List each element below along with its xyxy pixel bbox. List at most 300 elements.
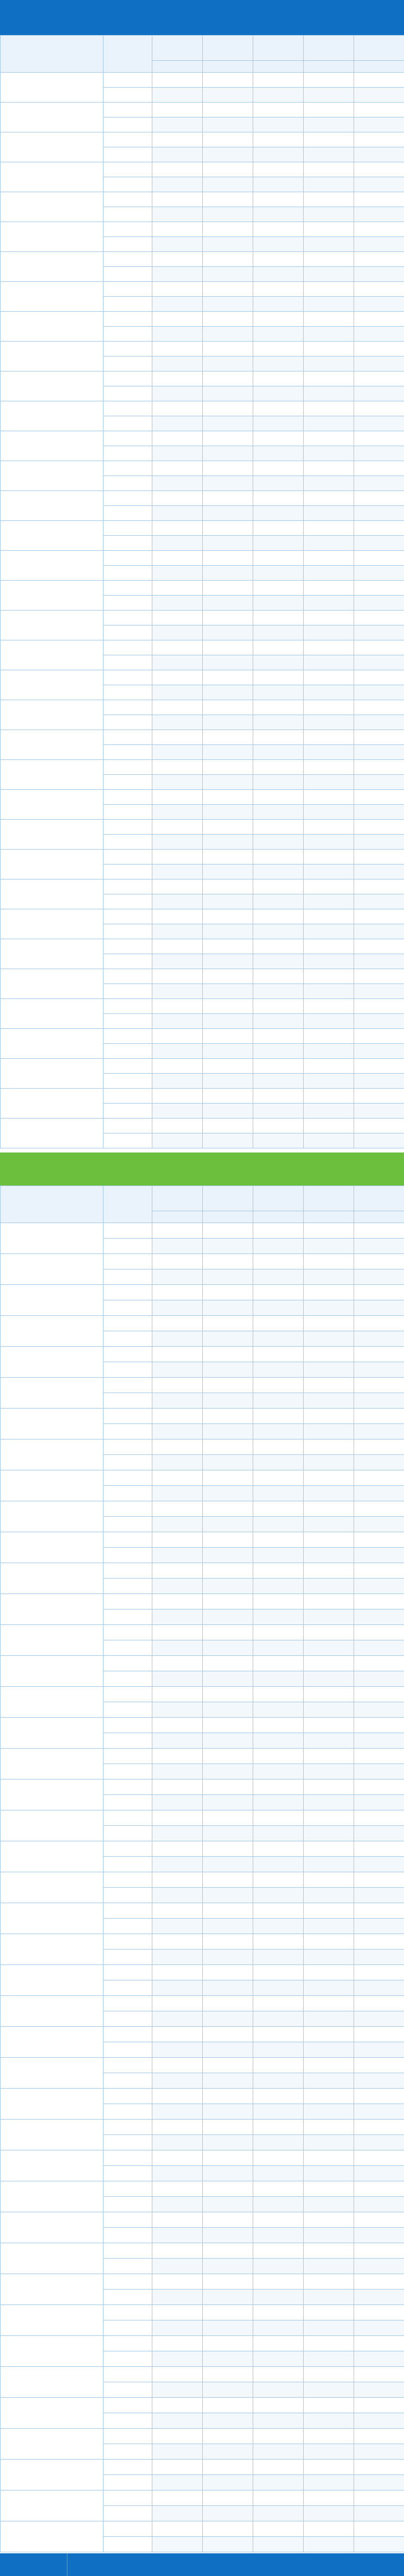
- department-name: [1, 730, 103, 760]
- doctor-cell: [253, 596, 304, 611]
- time-slot-label: [103, 1118, 152, 1133]
- doctor-cell: [253, 1269, 304, 1285]
- doctor-cell: [203, 401, 253, 416]
- time-slot-label: [103, 1517, 152, 1532]
- doctor-cell: [304, 2490, 354, 2506]
- doctor-cell: [152, 909, 203, 924]
- doctor-cell: [203, 655, 253, 670]
- doctor-cell: [203, 1563, 253, 1579]
- time-slot-label: [103, 1439, 152, 1455]
- doctor-cell: [304, 1014, 354, 1029]
- department-name: [1, 192, 103, 222]
- doctor-cell: [354, 2073, 404, 2089]
- doctor-cell: [152, 1764, 203, 1780]
- doctor-cell: [253, 147, 304, 162]
- doctor-cell: [253, 730, 304, 745]
- department-name: [1, 1934, 103, 1965]
- time-slot-label: [103, 2259, 152, 2274]
- doctor-cell: [304, 73, 354, 88]
- doctor-cell: [203, 2429, 253, 2444]
- doctor-cell: [253, 1470, 304, 1486]
- department-name: [1, 2150, 103, 2181]
- doctor-cell: [354, 775, 404, 790]
- doctor-cell: [354, 655, 404, 670]
- doctor-cell: [203, 1285, 253, 1300]
- doctor-cell: [354, 2259, 404, 2274]
- department-name: [1, 1118, 103, 1148]
- doctor-cell: [152, 2011, 203, 2027]
- doctor-cell: [253, 267, 304, 282]
- doctor-cell: [152, 1029, 203, 1044]
- department-name: [1, 2521, 103, 2552]
- doctor-cell: [304, 2027, 354, 2042]
- department-name: [1, 1285, 103, 1316]
- doctor-cell: [203, 282, 253, 297]
- doctor-cell: [152, 222, 203, 237]
- doctor-cell: [253, 1409, 304, 1424]
- doctor-cell: [203, 2274, 253, 2290]
- doctor-cell: [253, 1687, 304, 1702]
- doctor-cell: [152, 999, 203, 1014]
- department-name: [1, 2089, 103, 2120]
- doctor-cell: [354, 730, 404, 745]
- doctor-cell: [354, 805, 404, 820]
- doctor-cell: [203, 1254, 253, 1269]
- doctor-cell: [354, 596, 404, 611]
- doctor-cell: [354, 1795, 404, 1810]
- doctor-cell: [354, 2027, 404, 2042]
- campus-b-banner: [0, 1153, 404, 1185]
- doctor-cell: [152, 267, 203, 282]
- department-name: [1, 2460, 103, 2490]
- doctor-cell: [354, 1733, 404, 1749]
- time-slot-label: [103, 297, 152, 312]
- department-name: [1, 939, 103, 969]
- doctor-cell: [253, 2351, 304, 2367]
- doctor-cell: [354, 207, 404, 222]
- time-slot-label: [103, 192, 152, 207]
- doctor-cell: [253, 2150, 304, 2166]
- doctor-cell: [304, 1841, 354, 1857]
- doctor-cell: [152, 1548, 203, 1563]
- doctor-cell: [304, 1393, 354, 1409]
- doctor-cell: [152, 327, 203, 342]
- doctor-cell: [253, 1563, 304, 1579]
- time-slot-label: [103, 879, 152, 894]
- doctor-cell: [203, 237, 253, 252]
- doctor-cell: [152, 103, 203, 117]
- doctor-cell: [203, 1594, 253, 1609]
- doctor-cell: [203, 1104, 253, 1118]
- doctor-cell: [203, 2212, 253, 2228]
- time-slot-label: [103, 88, 152, 103]
- time-slot-label: [103, 1331, 152, 1347]
- time-slot-label: [103, 312, 152, 327]
- doctor-cell: [354, 909, 404, 924]
- dept-column-header: [1, 36, 103, 73]
- doctor-cell: [152, 551, 203, 566]
- time-slot-label: [103, 2027, 152, 2042]
- doctor-cell: [253, 342, 304, 357]
- doctor-cell: [253, 2197, 304, 2212]
- department-name: [1, 1749, 103, 1780]
- time-slot-label: [103, 685, 152, 700]
- doctor-cell: [253, 805, 304, 820]
- time-slot-label: [103, 1269, 152, 1285]
- doctor-cell: [253, 566, 304, 581]
- doctor-cell: [354, 2475, 404, 2490]
- doctor-cell: [354, 1532, 404, 1548]
- doctor-cell: [253, 297, 304, 312]
- department-name: [1, 431, 103, 461]
- doctor-cell: [253, 312, 304, 327]
- department-name: [1, 1347, 103, 1378]
- doctor-cell: [304, 386, 354, 401]
- doctor-cell: [354, 715, 404, 730]
- doctor-cell: [253, 1594, 304, 1609]
- doctor-cell: [304, 1640, 354, 1656]
- doctor-cell: [354, 2135, 404, 2150]
- doctor-cell: [253, 2027, 304, 2042]
- doctor-cell: [253, 2537, 304, 2552]
- time-slot-label: [103, 850, 152, 865]
- doctor-cell: [203, 2413, 253, 2429]
- doctor-cell: [304, 984, 354, 999]
- doctor-cell: [253, 416, 304, 431]
- doctor-cell: [354, 1486, 404, 1501]
- doctor-cell: [152, 2259, 203, 2274]
- date-column-header: [152, 1186, 203, 1211]
- doctor-cell: [203, 2197, 253, 2212]
- doctor-cell: [203, 1826, 253, 1841]
- doctor-cell: [253, 1702, 304, 1718]
- doctor-cell: [152, 1470, 203, 1486]
- doctor-cell: [152, 1393, 203, 1409]
- doctor-cell: [203, 357, 253, 371]
- doctor-cell: [203, 984, 253, 999]
- doctor-cell: [304, 2305, 354, 2320]
- doctor-cell: [354, 237, 404, 252]
- doctor-cell: [354, 1625, 404, 1640]
- doctor-cell: [152, 2197, 203, 2212]
- doctor-cell: [304, 954, 354, 969]
- doctor-cell: [304, 1563, 354, 1579]
- time-slot-label: [103, 2212, 152, 2228]
- doctor-cell: [354, 1872, 404, 1888]
- doctor-cell: [203, 2166, 253, 2181]
- doctor-cell: [253, 2382, 304, 2398]
- doctor-cell: [304, 924, 354, 939]
- time-slot-label: [103, 775, 152, 790]
- doctor-cell: [253, 2506, 304, 2521]
- doctor-cell: [304, 2367, 354, 2382]
- weekday-column-header: [253, 1211, 304, 1223]
- doctor-cell: [304, 1059, 354, 1074]
- doctor-cell: [253, 2166, 304, 2181]
- doctor-cell: [304, 2104, 354, 2120]
- doctor-cell: [152, 2120, 203, 2135]
- weekday-column-header: [152, 61, 203, 73]
- doctor-cell: [152, 1362, 203, 1378]
- department-name: [1, 1254, 103, 1285]
- doctor-cell: [152, 2506, 203, 2521]
- doctor-cell: [152, 596, 203, 611]
- doctor-cell: [253, 775, 304, 790]
- doctor-cell: [354, 1579, 404, 1594]
- doctor-cell: [203, 850, 253, 865]
- time-slot-label: [103, 924, 152, 939]
- doctor-cell: [253, 491, 304, 506]
- doctor-cell: [203, 1609, 253, 1625]
- doctor-cell: [203, 820, 253, 835]
- department-name: [1, 132, 103, 162]
- doctor-cell: [304, 865, 354, 879]
- doctor-cell: [354, 282, 404, 297]
- department-name: [1, 1656, 103, 1687]
- doctor-cell: [203, 1044, 253, 1059]
- doctor-cell: [304, 357, 354, 371]
- doctor-cell: [203, 1133, 253, 1148]
- date-column-header: [253, 36, 304, 61]
- time-slot-label: [103, 2429, 152, 2444]
- time-slot-label: [103, 1826, 152, 1841]
- doctor-cell: [203, 685, 253, 700]
- doctor-cell: [304, 670, 354, 685]
- doctor-cell: [203, 491, 253, 506]
- doctor-cell: [152, 1996, 203, 2011]
- doctor-cell: [354, 2011, 404, 2027]
- doctor-cell: [304, 1486, 354, 1501]
- doctor-cell: [152, 431, 203, 446]
- department-name: [1, 1439, 103, 1470]
- doctor-cell: [354, 640, 404, 655]
- doctor-cell: [203, 1996, 253, 2011]
- doctor-cell: [203, 879, 253, 894]
- doctor-cell: [304, 700, 354, 715]
- department-name: [1, 1903, 103, 1934]
- doctor-cell: [253, 924, 304, 939]
- doctor-cell: [304, 476, 354, 491]
- doctor-cell: [152, 2521, 203, 2537]
- time-slot-label: [103, 2228, 152, 2243]
- doctor-cell: [203, 147, 253, 162]
- doctor-cell: [152, 640, 203, 655]
- doctor-cell: [203, 1749, 253, 1764]
- department-name: [1, 461, 103, 491]
- doctor-cell: [203, 1074, 253, 1089]
- doctor-cell: [152, 1223, 203, 1239]
- doctor-cell: [203, 2259, 253, 2274]
- weekday-column-header: [203, 1211, 253, 1223]
- doctor-cell: [354, 147, 404, 162]
- doctor-cell: [253, 1671, 304, 1687]
- doctor-cell: [152, 2073, 203, 2089]
- doctor-cell: [253, 1104, 304, 1118]
- doctor-cell: [354, 820, 404, 835]
- department-name: [1, 611, 103, 640]
- time-slot-label: [103, 625, 152, 640]
- doctor-cell: [253, 327, 304, 342]
- doctor-cell: [253, 2073, 304, 2089]
- doctor-cell: [354, 1609, 404, 1625]
- doctor-cell: [354, 1764, 404, 1780]
- doctor-cell: [203, 1059, 253, 1074]
- doctor-cell: [253, 1548, 304, 1563]
- doctor-cell: [253, 745, 304, 760]
- time-slot-label: [103, 207, 152, 222]
- doctor-cell: [203, 2351, 253, 2367]
- doctor-cell: [304, 1780, 354, 1795]
- doctor-cell: [203, 715, 253, 730]
- doctor-cell: [152, 760, 203, 775]
- doctor-cell: [152, 1455, 203, 1470]
- doctor-cell: [253, 1996, 304, 2011]
- doctor-cell: [304, 655, 354, 670]
- doctor-cell: [304, 1980, 354, 1996]
- department-name: [1, 879, 103, 909]
- doctor-cell: [354, 2444, 404, 2460]
- doctor-cell: [152, 730, 203, 745]
- fever-clinic-block: [0, 2553, 404, 2576]
- weekday-column-header: [354, 1211, 404, 1223]
- doctor-cell: [253, 252, 304, 267]
- doctor-cell: [354, 1074, 404, 1089]
- doctor-cell: [304, 461, 354, 476]
- department-name: [1, 909, 103, 939]
- doctor-cell: [203, 2475, 253, 2490]
- time-slot-label: [103, 1378, 152, 1393]
- doctor-cell: [354, 177, 404, 192]
- department-name: [1, 2429, 103, 2460]
- doctor-cell: [304, 820, 354, 835]
- doctor-cell: [304, 1239, 354, 1254]
- doctor-cell: [354, 1044, 404, 1059]
- department-name: [1, 1687, 103, 1718]
- doctor-cell: [203, 207, 253, 222]
- doctor-cell: [203, 461, 253, 476]
- doctor-cell: [152, 850, 203, 865]
- department-name: [1, 2027, 103, 2058]
- doctor-cell: [304, 1671, 354, 1687]
- doctor-cell: [152, 506, 203, 521]
- doctor-cell: [152, 237, 203, 252]
- doctor-cell: [354, 1300, 404, 1316]
- time-slot-label: [103, 73, 152, 88]
- time-slot-label: [103, 1640, 152, 1656]
- doctor-cell: [354, 1548, 404, 1563]
- doctor-cell: [152, 297, 203, 312]
- doctor-cell: [304, 446, 354, 461]
- doctor-cell: [304, 2166, 354, 2181]
- doctor-cell: [152, 207, 203, 222]
- doctor-cell: [354, 1089, 404, 1104]
- doctor-cell: [253, 625, 304, 640]
- doctor-cell: [304, 850, 354, 865]
- doctor-cell: [253, 1223, 304, 1239]
- doctor-cell: [203, 1517, 253, 1532]
- time-slot-label: [103, 2506, 152, 2521]
- doctor-cell: [203, 1810, 253, 1826]
- doctor-cell: [203, 1965, 253, 1980]
- department-name: [1, 1089, 103, 1118]
- time-slot-label: [103, 2011, 152, 2027]
- weekday-column-header: [354, 61, 404, 73]
- doctor-cell: [253, 1872, 304, 1888]
- doctor-cell: [253, 835, 304, 850]
- doctor-cell: [304, 1378, 354, 1393]
- doctor-cell: [203, 1764, 253, 1780]
- doctor-cell: [253, 1857, 304, 1872]
- doctor-cell: [354, 924, 404, 939]
- doctor-cell: [304, 2089, 354, 2104]
- time-slot-label: [103, 1014, 152, 1029]
- doctor-cell: [203, 1331, 253, 1347]
- doctor-cell: [203, 2243, 253, 2259]
- doctor-cell: [354, 1687, 404, 1702]
- doctor-cell: [152, 446, 203, 461]
- doctor-cell: [253, 222, 304, 237]
- doctor-cell: [152, 1609, 203, 1625]
- doctor-cell: [253, 521, 304, 536]
- doctor-cell: [152, 2274, 203, 2290]
- doctor-cell: [354, 1424, 404, 1439]
- doctor-cell: [304, 1517, 354, 1532]
- campus-b-schedule-table: [0, 1185, 404, 2552]
- doctor-cell: [152, 1074, 203, 1089]
- time-slot-label: [103, 2351, 152, 2367]
- department-name: [1, 1780, 103, 1810]
- doctor-cell: [152, 745, 203, 760]
- doctor-cell: [354, 2243, 404, 2259]
- doctor-cell: [253, 879, 304, 894]
- doctor-cell: [203, 969, 253, 984]
- doctor-cell: [354, 1903, 404, 1919]
- doctor-cell: [152, 2228, 203, 2243]
- doctor-cell: [354, 1029, 404, 1044]
- doctor-cell: [354, 1409, 404, 1424]
- department-name: [1, 2367, 103, 2398]
- doctor-cell: [253, 999, 304, 1014]
- doctor-cell: [152, 2382, 203, 2398]
- doctor-cell: [304, 416, 354, 431]
- doctor-cell: [152, 1347, 203, 1362]
- doctor-cell: [304, 2042, 354, 2058]
- doctor-cell: [354, 1254, 404, 1269]
- doctor-cell: [354, 401, 404, 416]
- time-slot-label: [103, 521, 152, 536]
- doctor-cell: [304, 2150, 354, 2166]
- doctor-cell: [304, 267, 354, 282]
- doctor-cell: [304, 1656, 354, 1671]
- doctor-cell: [253, 909, 304, 924]
- doctor-cell: [253, 865, 304, 879]
- doctor-cell: [203, 132, 253, 147]
- doctor-cell: [354, 446, 404, 461]
- doctor-cell: [152, 1532, 203, 1548]
- doctor-cell: [354, 1965, 404, 1980]
- time-slot-label: [103, 1424, 152, 1439]
- time-slot-label: [103, 1029, 152, 1044]
- doctor-cell: [253, 1919, 304, 1934]
- department-name: [1, 2274, 103, 2305]
- doctor-cell: [354, 551, 404, 566]
- doctor-cell: [304, 1872, 354, 1888]
- doctor-cell: [304, 625, 354, 640]
- time-slot-label: [103, 1300, 152, 1316]
- doctor-cell: [152, 2475, 203, 2490]
- doctor-cell: [253, 1609, 304, 1625]
- doctor-cell: [152, 2429, 203, 2444]
